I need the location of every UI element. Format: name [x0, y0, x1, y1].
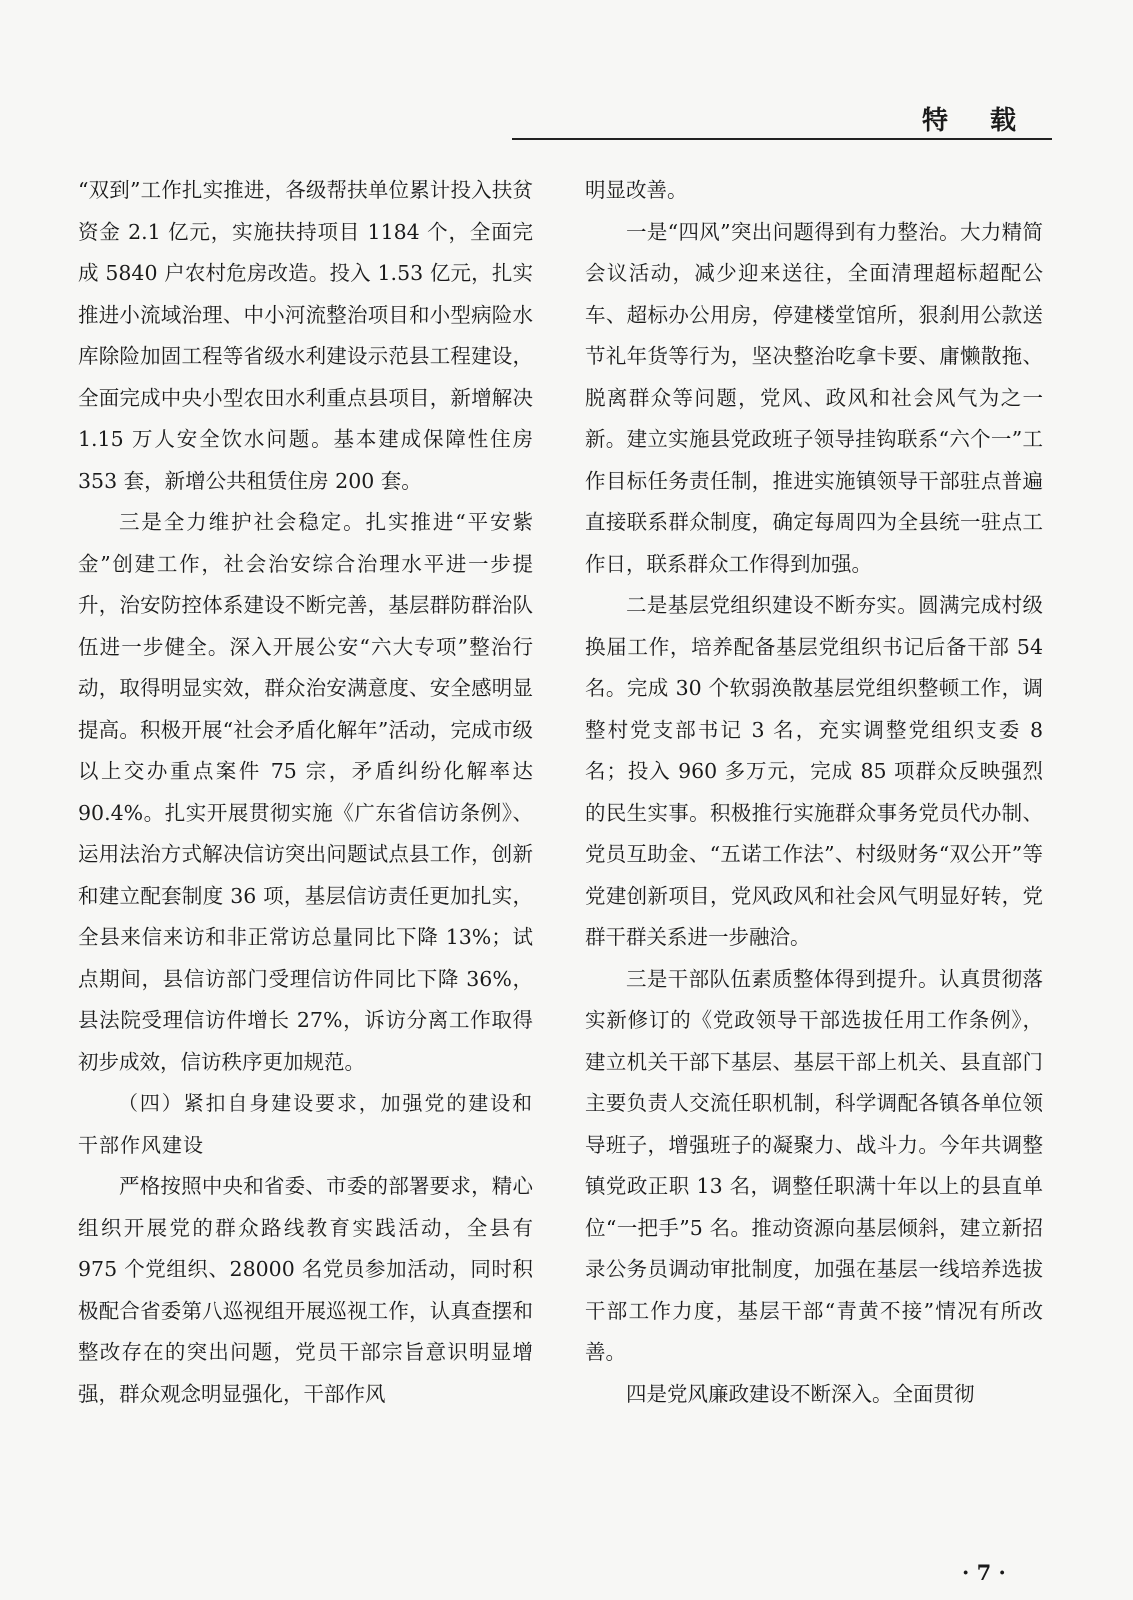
- paragraph: 明显改善。: [585, 178, 688, 202]
- section-heading: （四）紧扣自身建设要求，加强党的建设和干部作风建设: [78, 1091, 533, 1157]
- paragraph: 四是党风廉政建设不断深入。全面贯彻: [626, 1381, 975, 1406]
- paragraph: 二是基层党组织建设不断夯实。圆满完成村级换届工作，培养配备基层党组织书记后备干部 54 名。完成 30 个软弱涣散基层党组织整顿工作，调整村党支部书记 3 名，充实调整党组织支委 8 名；投入 960 多万元，完成 85 项群众反映强烈的民生实事。积极推行实施群众事务党员代办制、党员互助金、“五诺工作法”、村级财务“双公开”等党建创新项目，党风政风和社会风气明显好转，党群干群关系进一步融洽。: [585, 593, 1043, 949]
- paragraph: 严格按照中央和省委、市委的部署要求，精心组织开展党的群众路线教育实践活动，全县有 975 个党组织、28000 名党员参加活动，同时积极配合省委第八巡视组开展巡视工作，认真查摆和整改存在的突出问题，党员干部宗旨意识明显增强，群众观念明显强化，干部作风: [78, 1174, 533, 1406]
- page-number: · 7 ·: [962, 1560, 1006, 1585]
- paragraph: 一是“四风”突出问题得到有力整治。大力精简会议活动，减少迎来送往，全面清理超标超配公车、超标办公用房，停建楼堂馆所，狠刹用公款送节礼年货等行为，坚决整治吃拿卡要、庸懒散拖、脱离群众等问题，党风、政风和社会风气为之一新。建立实施县党政班子领导挂钩联系“六个一”工作目标任务责任制，推进实施镇领导干部驻点普遍直接联系群众制度，确定每周四为全县统一驻点工作日，联系群众工作得到加强。: [585, 219, 1043, 576]
- header-rule: [512, 138, 1052, 140]
- right-column: [585, 170, 1043, 1415]
- paragraph: 三是干部队伍素质整体得到提升。认真贯彻落实新修订的《党政领导干部选拔任用工作条例》，建立机关干部下基层、基层干部上机关、县直部门主要负责人交流任职机制，科学调配各镇各单位领导班子，增强班子的凝聚力、战斗力。今年共调整镇党政正职 13 名，调整任职满十年以上的县直单位“一把手”5 名。推动资源向基层倾斜，建立新招录公务员调动审批制度，加强在基层一线培养选拔干部工作力度，基层干部“青黄不接”情况有所改善。: [585, 966, 1043, 1364]
- left-column: [78, 170, 533, 1415]
- paragraph: “双到”工作扎实推进，各级帮扶单位累计投入扶贫资金 2.1 亿元，实施扶持项目 1184 个，全面完成 5840 户农村危房改造。投入 1.53 亿元，扎实推进小流域治理、中小河流整治项目和小型病险水库除险加固工程等省级水利建设示范县工程建设，全面完成中央小型农田水利重点县项目，新增解决 1.15 万人安全饮水问题。基本建成保障性住房 353 套，新增公共租赁住房 200 套。: [78, 178, 533, 493]
- section-title: 特载: [922, 106, 1059, 136]
- paragraph: 三是全力维护社会稳定。扎实推进“平安紫金”创建工作，社会治安综合治理水平进一步提升，治安防控体系建设不断完善，基层群防群治队伍进一步健全。深入开展公安“六大专项”整治行动，取得明显实效，群众治安满意度、安全感明显提高。积极开展“社会矛盾化解年”活动，完成市级以上交办重点案件 75 宗，矛盾纠纷化解率达 90.4%。扎实开展贯彻实施《广东省信访条例》、运用法治方式解决信访突出问题试点县工作，创新和建立配套制度 36 项，基层信访责任更加扎实，全县来信来访和非正常访总量同比下降 13%；试点期间，县信访部门受理信访件同比下降 36%，县法院受理信访件增长 27%，诉访分离工作取得初步成效，信访秩序更加规范。: [78, 510, 533, 1074]
